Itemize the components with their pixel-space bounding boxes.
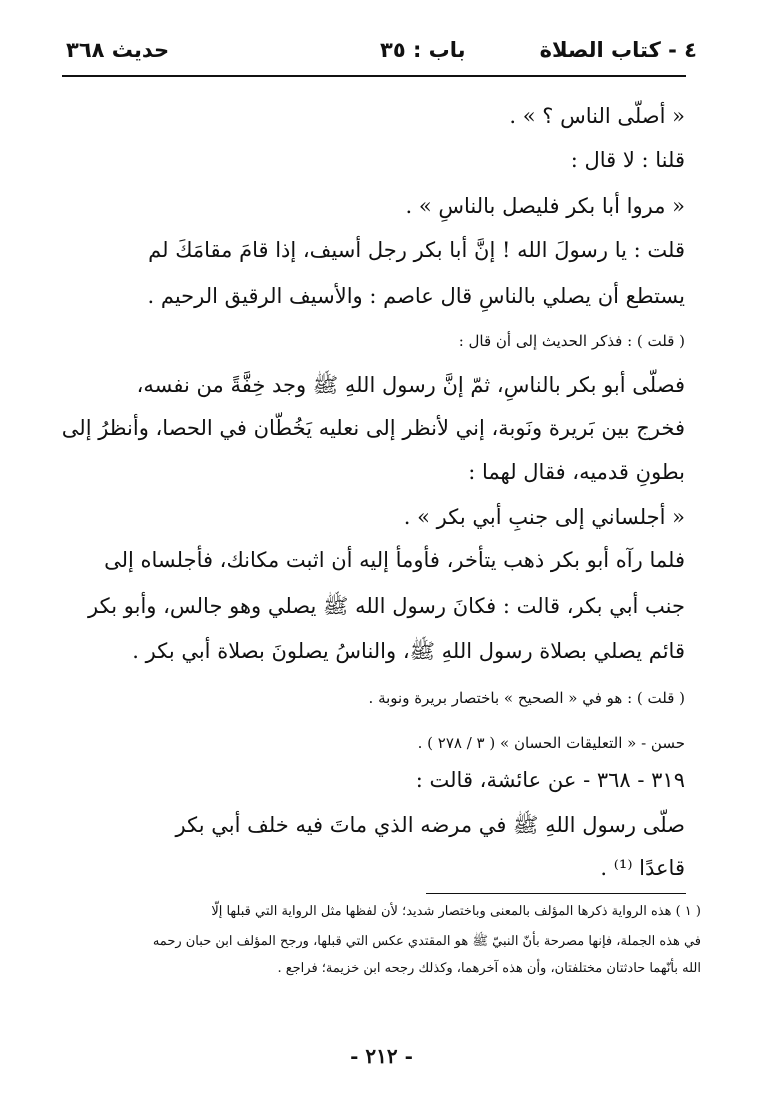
chapter-title: ٤ - كتاب الصلاة: [539, 38, 697, 62]
text-line: قلنا : لا قال :: [570, 148, 685, 172]
page-number: - ٢١٢ -: [350, 1044, 413, 1068]
footnote-line: في هذه الجملة، فإنها مصرحة بأنّ النبيّ ﷺ هو المقتدي عكس التي قبلها، ورجح المؤلف ابن حبان رحمه: [152, 934, 701, 949]
text-line: ( قلت ) : هو في « الصحيح » باختصار بريرة ونوبة .: [368, 689, 685, 707]
text-line: « مروا أبا بكر فليصل بالناسِ » .: [405, 194, 685, 218]
text-line: بطونِ قدميه، فقال لهما :: [468, 460, 685, 484]
text-line: قائم يصلي بصلاة رسول اللهِ ﷺ، والناسُ يصلونَ بصلاة أبي بكر .: [132, 639, 685, 663]
footnote-line: ( ١ ) هذه الرواية ذكرها المؤلف بالمعنى وباختصار شديد؛ لأن لفظها مثل الرواية التي قبلها إلّا: [211, 904, 701, 919]
text-line: حسن - « التعليقات الحسان » ( ٣ / ٢٧٨ ) .: [417, 734, 685, 752]
text-line: ( قلت ) : فذكر الحديث إلى أن قال :: [458, 332, 685, 350]
text-line: فصلّى أبو بكر بالناسِ، ثمّ إنَّ رسول اللهِ ﷺ وجد خِفَّةً من نفسه،: [136, 373, 685, 397]
hadith-number: حديث ٣٦٨: [66, 38, 170, 62]
text-line: يستطع أن يصلي بالناسِ قال عاصم : والأسيف الرقيق الرحيم .: [147, 284, 685, 308]
text-line: قاعدًا ⁽¹⁾ .: [600, 856, 685, 880]
header-rule: [62, 75, 686, 77]
text-line: « أجلساني إلى جنبِ أبي بكر » .: [403, 505, 685, 529]
text-line: جنب أبي بكر، قالت : فكانَ رسول الله ﷺ يصلي وهو جالس، وأبو بكر: [88, 594, 685, 618]
text-line: « أصلّى الناس ؟ » .: [509, 104, 685, 128]
footnote-line: الله بأنّهما حادثتان مختلفتان، وأن هذه آخرهما، وكذلك رجحه ابن خزيمة؛ فراجع .: [277, 961, 701, 976]
text-line: صلّى رسول اللهِ ﷺ في مرضه الذي ماتَ فيه خلف أبي بكر: [175, 813, 685, 837]
footnote-rule: [426, 893, 686, 894]
text-line: فلما رآه أبو بكر ذهب يتأخر، فأومأ إليه أن اثبت مكانك، فأجلساه إلى: [104, 548, 685, 572]
text-line: ٣١٩ - ٣٦٨ - عن عائشة، قالت :: [415, 768, 685, 792]
bab-label: باب : ٣٥: [380, 38, 466, 62]
text-line: فخرج بين بَريرة ونَوبة، إني لأنظر إلى نعليه يَخُطّان في الحصا، وأنظرُ إلى: [61, 416, 685, 440]
text-line: قلت : يا رسولَ الله ! إنَّ أبا بكر رجل أسيف، إذا قامَ مقامَكَ لم: [148, 238, 685, 262]
page-header: [62, 38, 701, 70]
